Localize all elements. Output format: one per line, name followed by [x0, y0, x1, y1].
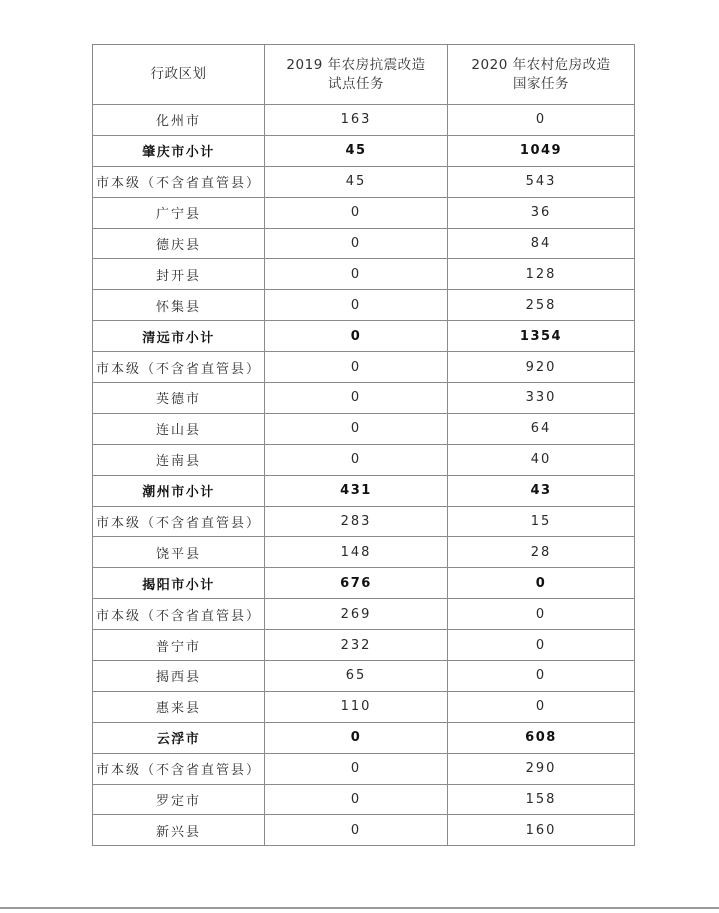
- value-2019-cell: 148: [265, 537, 448, 568]
- value-2019-cell: 45: [265, 166, 448, 197]
- header-2020-task: [448, 45, 635, 105]
- value-2020-cell: 0: [448, 661, 635, 692]
- value-2019-cell: 0: [265, 197, 448, 228]
- region-cell: 化州市: [93, 105, 265, 136]
- page-bottom-rule: [0, 907, 719, 909]
- region-cell: 英德市: [93, 383, 265, 414]
- value-2020-cell: 0: [448, 105, 635, 136]
- value-2019-cell: 110: [265, 691, 448, 722]
- region-cell: 市本级（不含省直管县）: [93, 753, 265, 784]
- value-2020-cell: 1354: [448, 321, 635, 352]
- subtotal-row: [93, 475, 635, 506]
- header-2020-line-1: 2020 年农村危房改造: [471, 56, 611, 73]
- table-body: [93, 105, 635, 846]
- table-row: [93, 661, 635, 692]
- table-row: [93, 444, 635, 475]
- table-row: [93, 815, 635, 846]
- table-row: [93, 784, 635, 815]
- subtotal-row: [93, 722, 635, 753]
- header-2019-task: [265, 45, 448, 105]
- header-2020-line-2: 国家任务: [513, 75, 569, 92]
- region-cell: 普宁市: [93, 630, 265, 661]
- table-row: [93, 506, 635, 537]
- region-cell: 潮州市小计: [93, 475, 265, 506]
- value-2020-cell: 160: [448, 815, 635, 846]
- table-row: [93, 383, 635, 414]
- value-2019-cell: 269: [265, 599, 448, 630]
- header-2019-line-1: 2019 年农房抗震改造: [286, 56, 426, 73]
- table-row: [93, 290, 635, 321]
- subtotal-row: [93, 135, 635, 166]
- table-row: [93, 197, 635, 228]
- value-2020-cell: 330: [448, 383, 635, 414]
- value-2019-cell: 65: [265, 661, 448, 692]
- table-row: [93, 352, 635, 383]
- header-row: [93, 45, 635, 105]
- table-row: [93, 599, 635, 630]
- value-2019-cell: 0: [265, 444, 448, 475]
- region-cell: 揭阳市小计: [93, 568, 265, 599]
- region-cell: 广宁县: [93, 197, 265, 228]
- value-2019-cell: 232: [265, 630, 448, 661]
- table-row: [93, 537, 635, 568]
- region-cell: 清远市小计: [93, 321, 265, 352]
- value-2019-cell: 0: [265, 413, 448, 444]
- table-row: [93, 105, 635, 136]
- value-2020-cell: 158: [448, 784, 635, 815]
- value-2019-cell: 0: [265, 383, 448, 414]
- value-2020-cell: 128: [448, 259, 635, 290]
- table-row: [93, 228, 635, 259]
- region-cell: 怀集县: [93, 290, 265, 321]
- value-2020-cell: 608: [448, 722, 635, 753]
- table-row: [93, 630, 635, 661]
- table-header: [93, 45, 635, 105]
- region-cell: 云浮市: [93, 722, 265, 753]
- region-cell: 罗定市: [93, 784, 265, 815]
- value-2019-cell: 0: [265, 321, 448, 352]
- region-cell: 惠来县: [93, 691, 265, 722]
- value-2019-cell: 0: [265, 228, 448, 259]
- value-2020-cell: 0: [448, 599, 635, 630]
- value-2020-cell: 258: [448, 290, 635, 321]
- value-2020-cell: 543: [448, 166, 635, 197]
- subtotal-row: [93, 321, 635, 352]
- value-2020-cell: 43: [448, 475, 635, 506]
- table-row: [93, 259, 635, 290]
- value-2019-cell: 0: [265, 290, 448, 321]
- value-2020-cell: 0: [448, 568, 635, 599]
- region-cell: 市本级（不含省直管县）: [93, 599, 265, 630]
- header-region: 行政区划: [93, 45, 265, 105]
- value-2020-cell: 0: [448, 691, 635, 722]
- value-2020-cell: 28: [448, 537, 635, 568]
- table-row: [93, 753, 635, 784]
- region-cell: 封开县: [93, 259, 265, 290]
- value-2020-cell: 920: [448, 352, 635, 383]
- region-cell: 肇庆市小计: [93, 135, 265, 166]
- value-2020-cell: 15: [448, 506, 635, 537]
- value-2020-cell: 84: [448, 228, 635, 259]
- task-allocation-table: [92, 44, 635, 846]
- region-cell: 新兴县: [93, 815, 265, 846]
- table-row: [93, 691, 635, 722]
- region-cell: 市本级（不含省直管县）: [93, 352, 265, 383]
- region-cell: 德庆县: [93, 228, 265, 259]
- value-2019-cell: 0: [265, 815, 448, 846]
- value-2020-cell: 0: [448, 630, 635, 661]
- value-2019-cell: 0: [265, 352, 448, 383]
- region-cell: 揭西县: [93, 661, 265, 692]
- table-row: [93, 166, 635, 197]
- value-2019-cell: 0: [265, 259, 448, 290]
- value-2020-cell: 64: [448, 413, 635, 444]
- value-2019-cell: 0: [265, 784, 448, 815]
- header-2019-line-2: 试点任务: [328, 75, 384, 92]
- table-row: [93, 413, 635, 444]
- value-2019-cell: 676: [265, 568, 448, 599]
- subtotal-row: [93, 568, 635, 599]
- value-2019-cell: 283: [265, 506, 448, 537]
- value-2020-cell: 40: [448, 444, 635, 475]
- region-cell: 市本级（不含省直管县）: [93, 166, 265, 197]
- value-2019-cell: 0: [265, 753, 448, 784]
- value-2020-cell: 36: [448, 197, 635, 228]
- value-2020-cell: 1049: [448, 135, 635, 166]
- value-2020-cell: 290: [448, 753, 635, 784]
- region-cell: 饶平县: [93, 537, 265, 568]
- region-cell: 市本级（不含省直管县）: [93, 506, 265, 537]
- value-2019-cell: 431: [265, 475, 448, 506]
- value-2019-cell: 45: [265, 135, 448, 166]
- value-2019-cell: 0: [265, 722, 448, 753]
- region-cell: 连南县: [93, 444, 265, 475]
- region-cell: 连山县: [93, 413, 265, 444]
- value-2019-cell: 163: [265, 105, 448, 136]
